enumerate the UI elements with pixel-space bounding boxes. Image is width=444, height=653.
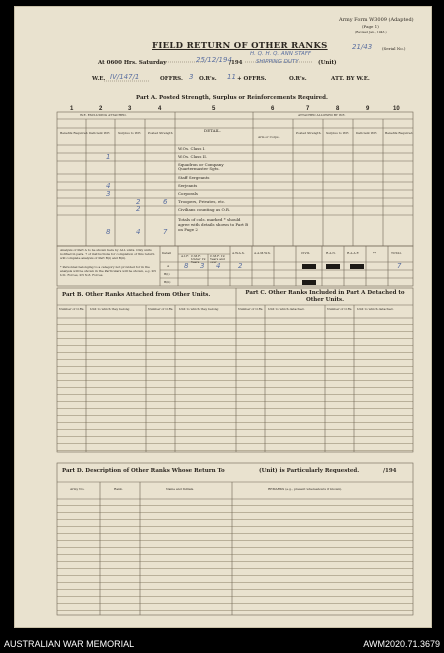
hand-pte: 6 — [163, 198, 168, 206]
detail-row-totals: Totals of cols. marked * should agree with details shown to Part B on Page 2 — [178, 217, 249, 232]
analysis-detail-label: Detail — [162, 251, 172, 255]
analysis-row-bii: B(ii) — [164, 280, 171, 284]
detail-row-sgt: Serjeants — [178, 183, 198, 188]
part-c-col2: Unit to which detached. — [268, 307, 305, 311]
header-detail: DETAIL. — [204, 128, 221, 133]
header-arm-corps: Arm or Corps. — [258, 135, 280, 139]
ors-value: 11 — [227, 73, 236, 81]
form-revised: (Revised Jan., 1943.) — [355, 30, 387, 34]
serial-no-value: 21/43 — [352, 43, 373, 51]
left-group-header: W.E. EXCLUDING ATTACHED. — [80, 113, 127, 117]
col-number-5: 5 — [212, 106, 216, 112]
header-benefits-right: Benefits Required. — [385, 131, 414, 135]
detail-row-cqms: Squadron or Company Quartermaster Sgts. — [178, 162, 224, 171]
analysis-head-total: TOTAL — [391, 251, 402, 255]
header-deficient-left: Deficient W.E. — [89, 131, 111, 135]
header-deficient-right: Deficient W.E. — [356, 131, 378, 135]
analysis-hand-cmf-over: 4 — [216, 262, 221, 270]
part-c-col3: Number of O.Rs. — [327, 307, 353, 311]
col-number-7: 7 — [306, 106, 310, 112]
part-b-col1: Number of O.Rs. — [59, 307, 85, 311]
part-a-title: Part A. Posted Strength, Surplus or Reinforcements Required. — [136, 95, 328, 101]
part-b-col4: Unit to which they belong — [179, 307, 219, 311]
detail-row-cpl: Corporals — [178, 191, 198, 196]
part-d-col-army-no: Army No. — [70, 487, 85, 491]
detail-row-woi: W.Os. Class I. — [178, 146, 206, 151]
header-surplus-left: Surplus to W.E. — [118, 131, 142, 135]
analysis-note-1: Analysis of Part A to be shown here by ALL units. Only units notified in para. 7 of instructions for completion of this return will complete analysis of Part B(i) and B(ii). — [60, 248, 155, 260]
analysis-head-raaf: R.A.A.F. — [347, 251, 360, 255]
analysis-head-cmf-over: C.M.F. 19 Years and over — [210, 254, 225, 264]
offrs2-label: + OFFRS. — [237, 76, 267, 82]
hand-cpl2: 2 — [136, 198, 141, 206]
detail-row-staff-sgt: Staff Sergeants — [178, 175, 210, 180]
part-b-col2: Unit to which they belong — [90, 307, 130, 311]
analysis-head-awas: A.W.A.S. — [232, 251, 245, 255]
hand-total-1: 8 — [106, 228, 111, 236]
part-d-title: Part D. Description of Other Ranks Whose Return To — [62, 468, 225, 474]
col-number-6: 6 — [271, 106, 275, 112]
part-d-col-rank: Rank. — [114, 487, 123, 491]
header-posted-right: Posted Strength. — [296, 131, 322, 135]
we-label: W.E. — [92, 76, 106, 82]
footer-accession: AWM2020.71.3679 — [363, 639, 440, 649]
offrs-label: OFFRS. — [160, 76, 183, 82]
col-number-4: 4 — [158, 106, 162, 112]
at-line: At 0600 Hrs. Saturday — [98, 60, 167, 66]
hand-woii: 1 — [106, 153, 111, 161]
hand-cpl: 3 — [106, 190, 111, 198]
analysis-head-ran: R.A.N. — [326, 251, 336, 255]
part-b-col3: Number of O.Rs. — [148, 307, 174, 311]
hand-total-2: 4 — [136, 228, 141, 236]
part-b-title: Part B. Other Ranks Attached from Other Units. — [62, 292, 211, 298]
form-title: FIELD RETURN OF OTHER RANKS — [152, 41, 328, 51]
year-label: /194 — [229, 60, 243, 66]
part-d-title-tail: (Unit) is Particularly Requested. — [259, 468, 360, 474]
analysis-head-aamws: A.A.M.W.S. — [254, 251, 271, 255]
analysis-hand-cmf-under: 3 — [200, 262, 205, 270]
ors2-label: O.R's. — [289, 76, 307, 82]
analysis-head-civil: CIVIL — [301, 251, 310, 255]
hand-pte2: 2 — [136, 205, 141, 213]
analysis-head-star: ** — [373, 251, 376, 255]
hand-total-3: 7 — [163, 228, 168, 236]
date-handwritten: 25/12/194 — [196, 56, 232, 64]
analysis-head-cmf-under: C.M.F. Under 19 Years — [191, 254, 206, 264]
col-number-10: 10 — [393, 106, 400, 112]
analysis-row-a: A — [167, 264, 170, 268]
detail-row-pte: Troopers, Privates, etc. — [178, 199, 226, 204]
ors-label: O.R's. — [199, 76, 217, 82]
header-benefits-left: Benefits Required. — [60, 131, 89, 135]
footer-institution: AUSTRALIAN WAR MEMORIAL — [4, 639, 135, 649]
header-posted-left: Posted Strength — [148, 131, 173, 135]
col-number-3: 3 — [128, 106, 132, 112]
analysis-hand-awas: 2 — [238, 262, 243, 270]
detail-row-civ: Civilians counting as O.R. — [178, 207, 231, 212]
unit-label: (Unit) — [318, 60, 337, 66]
part-c-col1: Number of O.Rs. — [238, 307, 264, 311]
detail-row-woii: W.Os. Class II. — [178, 154, 208, 159]
part-d-col-remarks: REMARKS (e.g., present whereabouts if known). — [268, 487, 343, 491]
col-number-2: 2 — [99, 106, 103, 112]
analysis-note-2: * Personnel belonging to a category not provided for in the analysis will be shown in the Particulars will be shown, e.g. 2N U.K. Forces, 2N N.Z. Forces. — [60, 265, 157, 277]
form-id: Army Form W3009 (Adapted) — [339, 17, 414, 23]
col-number-8: 8 — [336, 106, 340, 112]
offrs-value: 3 — [189, 73, 194, 81]
form-page: (Page 1) — [362, 24, 379, 29]
header-surplus-right: Surplus to W.E. — [326, 131, 350, 135]
we-value: IV/147/1 — [110, 73, 140, 81]
unit-handwritten-2: SHIPPING DUTY — [256, 59, 299, 65]
analysis-row-bi: B(i) — [164, 272, 170, 276]
analysis-hand-aif: 8 — [184, 262, 189, 270]
col-number-9: 9 — [366, 106, 370, 112]
hand-sgt: 4 — [106, 182, 111, 190]
att-label: ATT. BY W.E. — [331, 76, 370, 82]
analysis-hand-total: 7 — [397, 262, 402, 270]
part-c-title: Part C. Other Ranks Included in Part A Detached to Other Units. — [245, 290, 405, 304]
serial-no-label: (Serial No.) — [382, 46, 406, 51]
unit-handwritten-1: H. Q. H. Q. ANN STAFF — [250, 51, 312, 57]
part-c-col4: Unit to which detached. — [357, 307, 394, 311]
analysis-head-aif: A.I.F. — [181, 254, 189, 258]
part-d-col-name: Name and Initials. — [166, 487, 195, 491]
part-d-date-tail: /194 — [383, 468, 397, 474]
right-group-header: ATTACHED ALLOWED BY W.E. — [298, 113, 346, 117]
col-number-1: 1 — [70, 106, 74, 112]
